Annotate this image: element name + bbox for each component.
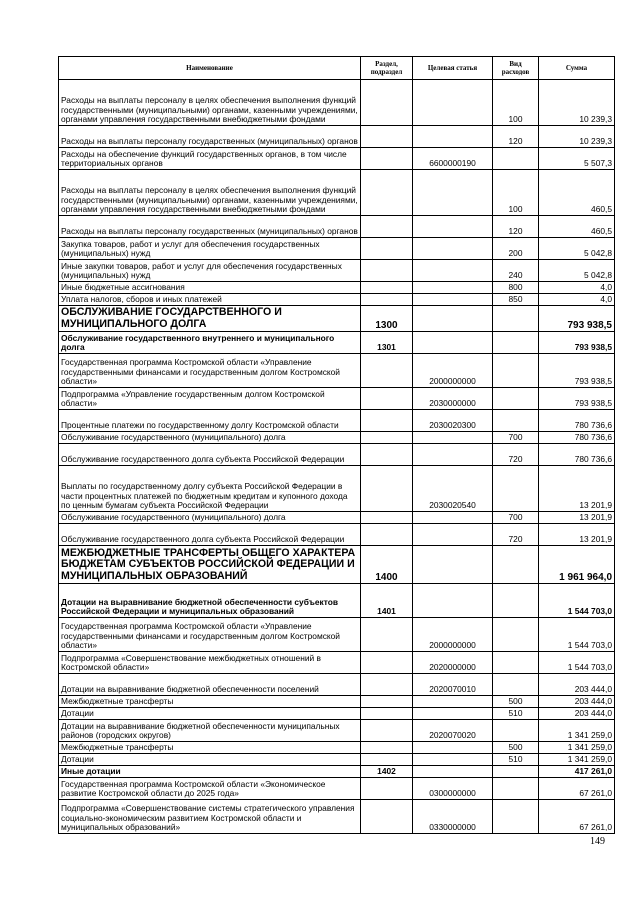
cell-sum: 793 938,5 [539,332,615,354]
cell-sum: 1 341 259,0 [539,742,615,754]
cell-name: Расходы на выплаты персоналу государственных (муниципальных) органов [59,126,361,148]
cell-name: Дотации на выравнивание бюджетной обеспеченности поселений [59,674,361,696]
cell-name: Государственная программа Костромской области «Управление государственными финансами и государственным долгом Костромской области» [59,618,361,652]
cell-target [413,126,493,148]
cell-name: Дотации [59,754,361,766]
cell-name: Обслуживание государственного (муниципального) долга [59,512,361,524]
table-row [59,148,615,170]
cell-target [413,584,493,618]
cell-section [361,674,413,696]
cell-type [493,306,539,332]
cell-target [413,708,493,720]
cell-type [493,388,539,410]
cell-name: Расходы на выплаты персоналу в целях обеспечения выполнения функций государственными (муниципальными) органами, казенными учреждениями, органами управления государственными внебюджетными фондами [59,170,361,216]
cell-target [413,524,493,546]
cell-name: Межбюджетные трансферты [59,696,361,708]
cell-name: Обслуживание государственного (муниципального) долга [59,432,361,444]
cell-target: 2030020540 [413,466,493,512]
cell-type [493,674,539,696]
cell-name: Иные дотации [59,766,361,778]
cell-section [361,410,413,432]
table-row [59,294,615,306]
cell-name: Расходы на обеспечение функций государственных органов, в том числе территориальных органов [59,148,361,170]
cell-name: Процентные платежи по государственному долгу Костромской области [59,410,361,432]
table-row [59,216,615,238]
cell-type: 800 [493,282,539,294]
cell-section: 1301 [361,332,413,354]
cell-type: 510 [493,708,539,720]
table-row [59,410,615,432]
table-row [59,584,615,618]
cell-name: Подпрограмма «Управление государственным долгом Костромской области» [59,388,361,410]
table-row [59,546,615,584]
cell-name: Иные закупки товаров, работ и услуг для обеспечения государственных (муниципальных) нужд [59,260,361,282]
table-row [59,524,615,546]
cell-section [361,708,413,720]
cell-name: МЕЖБЮДЖЕТНЫЕ ТРАНСФЕРТЫ ОБЩЕГО ХАРАКТЕРА БЮДЖЕТАМ СУБЪЕКТОВ РОССИЙСКОЙ ФЕДЕРАЦИИ И МУНИЦИПАЛЬНЫХ ОБРАЗОВАНИЙ [59,546,361,584]
table-row [59,618,615,652]
cell-type: 240 [493,260,539,282]
cell-sum: 780 736,6 [539,410,615,432]
cell-section [361,216,413,238]
cell-sum: 13 201,9 [539,512,615,524]
cell-type: 500 [493,742,539,754]
cell-type: 200 [493,238,539,260]
table-row [59,800,615,834]
cell-name: Обслуживание государственного долга субъекта Российской Федерации [59,524,361,546]
cell-name: Дотации на выравнивание бюджетной обеспеченности субъектов Российской Федерации и муниципальных образований [59,584,361,618]
cell-type: 720 [493,524,539,546]
cell-section [361,512,413,524]
cell-target: 2020000000 [413,652,493,674]
cell-type: 700 [493,512,539,524]
cell-type [493,778,539,800]
cell-sum: 13 201,9 [539,466,615,512]
cell-sum: 4,0 [539,294,615,306]
cell-type [493,410,539,432]
table-row [59,444,615,466]
table-row [59,696,615,708]
cell-type: 100 [493,80,539,126]
header-type: Вид расходов [493,57,539,80]
cell-name: Закупка товаров, работ и услуг для обеспечения государственных (муниципальных) нужд [59,238,361,260]
table-row [59,282,615,294]
cell-sum: 793 938,5 [539,388,615,410]
cell-name: Иные бюджетные ассигнования [59,282,361,294]
table-header-row [59,57,615,80]
cell-section [361,444,413,466]
table-row [59,80,615,126]
cell-section [361,260,413,282]
cell-target: 6600000190 [413,148,493,170]
header-name: Наименование [59,57,361,80]
cell-sum: 67 261,0 [539,800,615,834]
header-section: Раздел, подраздел [361,57,413,80]
cell-name: Обслуживание государственного внутреннего и муниципального долга [59,332,361,354]
cell-target: 2020070020 [413,720,493,742]
cell-sum: 203 444,0 [539,708,615,720]
table-row [59,674,615,696]
cell-type [493,148,539,170]
cell-section [361,238,413,260]
cell-type [493,720,539,742]
table-row [59,466,615,512]
cell-sum: 1 341 259,0 [539,754,615,766]
cell-name: Межбюджетные трансферты [59,742,361,754]
cell-section [361,720,413,742]
cell-sum: 793 938,5 [539,306,615,332]
cell-sum: 1 961 964,0 [539,546,615,584]
cell-name: Расходы на выплаты персоналу в целях обеспечения выполнения функций государственными (муниципальными) органами, казенными учреждениями, органами управления государственными внебюджетными фондами [59,80,361,126]
cell-type: 720 [493,444,539,466]
cell-sum: 67 261,0 [539,778,615,800]
cell-target [413,294,493,306]
cell-section [361,388,413,410]
cell-section: 1402 [361,766,413,778]
cell-sum: 5 042,8 [539,260,615,282]
budget-table [58,56,615,834]
cell-sum: 460,5 [539,216,615,238]
cell-section [361,778,413,800]
cell-sum: 4,0 [539,282,615,294]
table-row [59,126,615,148]
table-row [59,720,615,742]
cell-target [413,332,493,354]
table-row [59,306,615,332]
cell-section [361,800,413,834]
table-row [59,432,615,444]
cell-sum: 1 341 259,0 [539,720,615,742]
cell-section [361,170,413,216]
cell-section [361,652,413,674]
cell-section: 1300 [361,306,413,332]
cell-section [361,618,413,652]
table-row [59,332,615,354]
cell-section [361,742,413,754]
table-row [59,260,615,282]
cell-section [361,282,413,294]
page-number: 149 [590,836,605,847]
cell-type [493,800,539,834]
cell-sum: 203 444,0 [539,696,615,708]
cell-name: Государственная программа Костромской области «Управление государственными финансами и государственным долгом Костромской области» [59,354,361,388]
table-row [59,170,615,216]
cell-type: 120 [493,126,539,148]
cell-name: Подпрограмма «Совершенствование системы стратегического управления социально-экономическим развитием Костромской области и муниципальных образований» [59,800,361,834]
table-row [59,778,615,800]
cell-target [413,260,493,282]
cell-target [413,306,493,332]
cell-section [361,126,413,148]
cell-name: Дотации [59,708,361,720]
cell-sum: 5 042,8 [539,238,615,260]
header-target: Целевая статья [413,57,493,80]
cell-type [493,354,539,388]
cell-sum: 13 201,9 [539,524,615,546]
cell-section [361,524,413,546]
cell-section [361,696,413,708]
cell-target [413,238,493,260]
cell-type [493,466,539,512]
cell-type: 850 [493,294,539,306]
cell-target [413,282,493,294]
cell-type [493,652,539,674]
cell-sum: 10 239,3 [539,126,615,148]
cell-sum: 203 444,0 [539,674,615,696]
cell-target [413,432,493,444]
cell-type: 700 [493,432,539,444]
cell-sum: 1 544 703,0 [539,584,615,618]
cell-section [361,294,413,306]
cell-section [361,466,413,512]
cell-name: Выплаты по государственному долгу субъекта Российской Федерации в части процентных платежей по бюджетным кредитам и купонного дохода по ценным бумагам субъекта Российской Федерации [59,466,361,512]
cell-sum: 780 736,6 [539,444,615,466]
cell-target [413,766,493,778]
cell-target [413,742,493,754]
cell-name: Подпрограмма «Совершенствование межбюджетных отношений в Костромской области» [59,652,361,674]
cell-sum: 460,5 [539,170,615,216]
header-sum: Сумма [539,57,615,80]
cell-sum: 5 507,3 [539,148,615,170]
cell-name: Государственная программа Костромской области «Экономическое развитие Костромской области до 2025 года» [59,778,361,800]
table-row [59,354,615,388]
cell-target: 2000000000 [413,618,493,652]
cell-name: Обслуживание государственного долга субъекта Российской Федерации [59,444,361,466]
cell-target [413,170,493,216]
cell-type [493,766,539,778]
cell-sum: 780 736,6 [539,432,615,444]
cell-name: Расходы на выплаты персоналу государственных (муниципальных) органов [59,216,361,238]
cell-type: 510 [493,754,539,766]
cell-target: 2030020300 [413,410,493,432]
cell-name: Дотации на выравнивание бюджетной обеспеченности муниципальных районов (городских округов) [59,720,361,742]
cell-target [413,444,493,466]
cell-target [413,216,493,238]
table-body [59,80,615,834]
cell-section: 1401 [361,584,413,618]
table-row [59,742,615,754]
cell-section [361,148,413,170]
table-row [59,512,615,524]
cell-type [493,332,539,354]
cell-section [361,432,413,444]
cell-type [493,584,539,618]
cell-target: 2000000000 [413,354,493,388]
cell-sum: 10 239,3 [539,80,615,126]
cell-target: 0300000000 [413,778,493,800]
cell-target [413,546,493,584]
cell-sum: 1 544 703,0 [539,652,615,674]
cell-target [413,80,493,126]
cell-sum: 417 261,0 [539,766,615,778]
cell-target [413,754,493,766]
cell-name: Уплата налогов, сборов и иных платежей [59,294,361,306]
cell-section [361,354,413,388]
cell-target: 2020070010 [413,674,493,696]
cell-type: 100 [493,170,539,216]
cell-type [493,618,539,652]
table-row [59,766,615,778]
cell-section: 1400 [361,546,413,584]
table-row [59,388,615,410]
cell-sum: 793 938,5 [539,354,615,388]
cell-section [361,754,413,766]
cell-target: 0330000000 [413,800,493,834]
table-row [59,708,615,720]
cell-section [361,80,413,126]
table-row [59,652,615,674]
table-row [59,754,615,766]
table-row [59,238,615,260]
cell-target [413,512,493,524]
cell-target [413,696,493,708]
cell-type: 120 [493,216,539,238]
cell-type [493,546,539,584]
cell-type: 500 [493,696,539,708]
cell-name: ОБСЛУЖИВАНИЕ ГОСУДАРСТВЕННОГО И МУНИЦИПАЛЬНОГО ДОЛГА [59,306,361,332]
cell-sum: 1 544 703,0 [539,618,615,652]
cell-target: 2030000000 [413,388,493,410]
